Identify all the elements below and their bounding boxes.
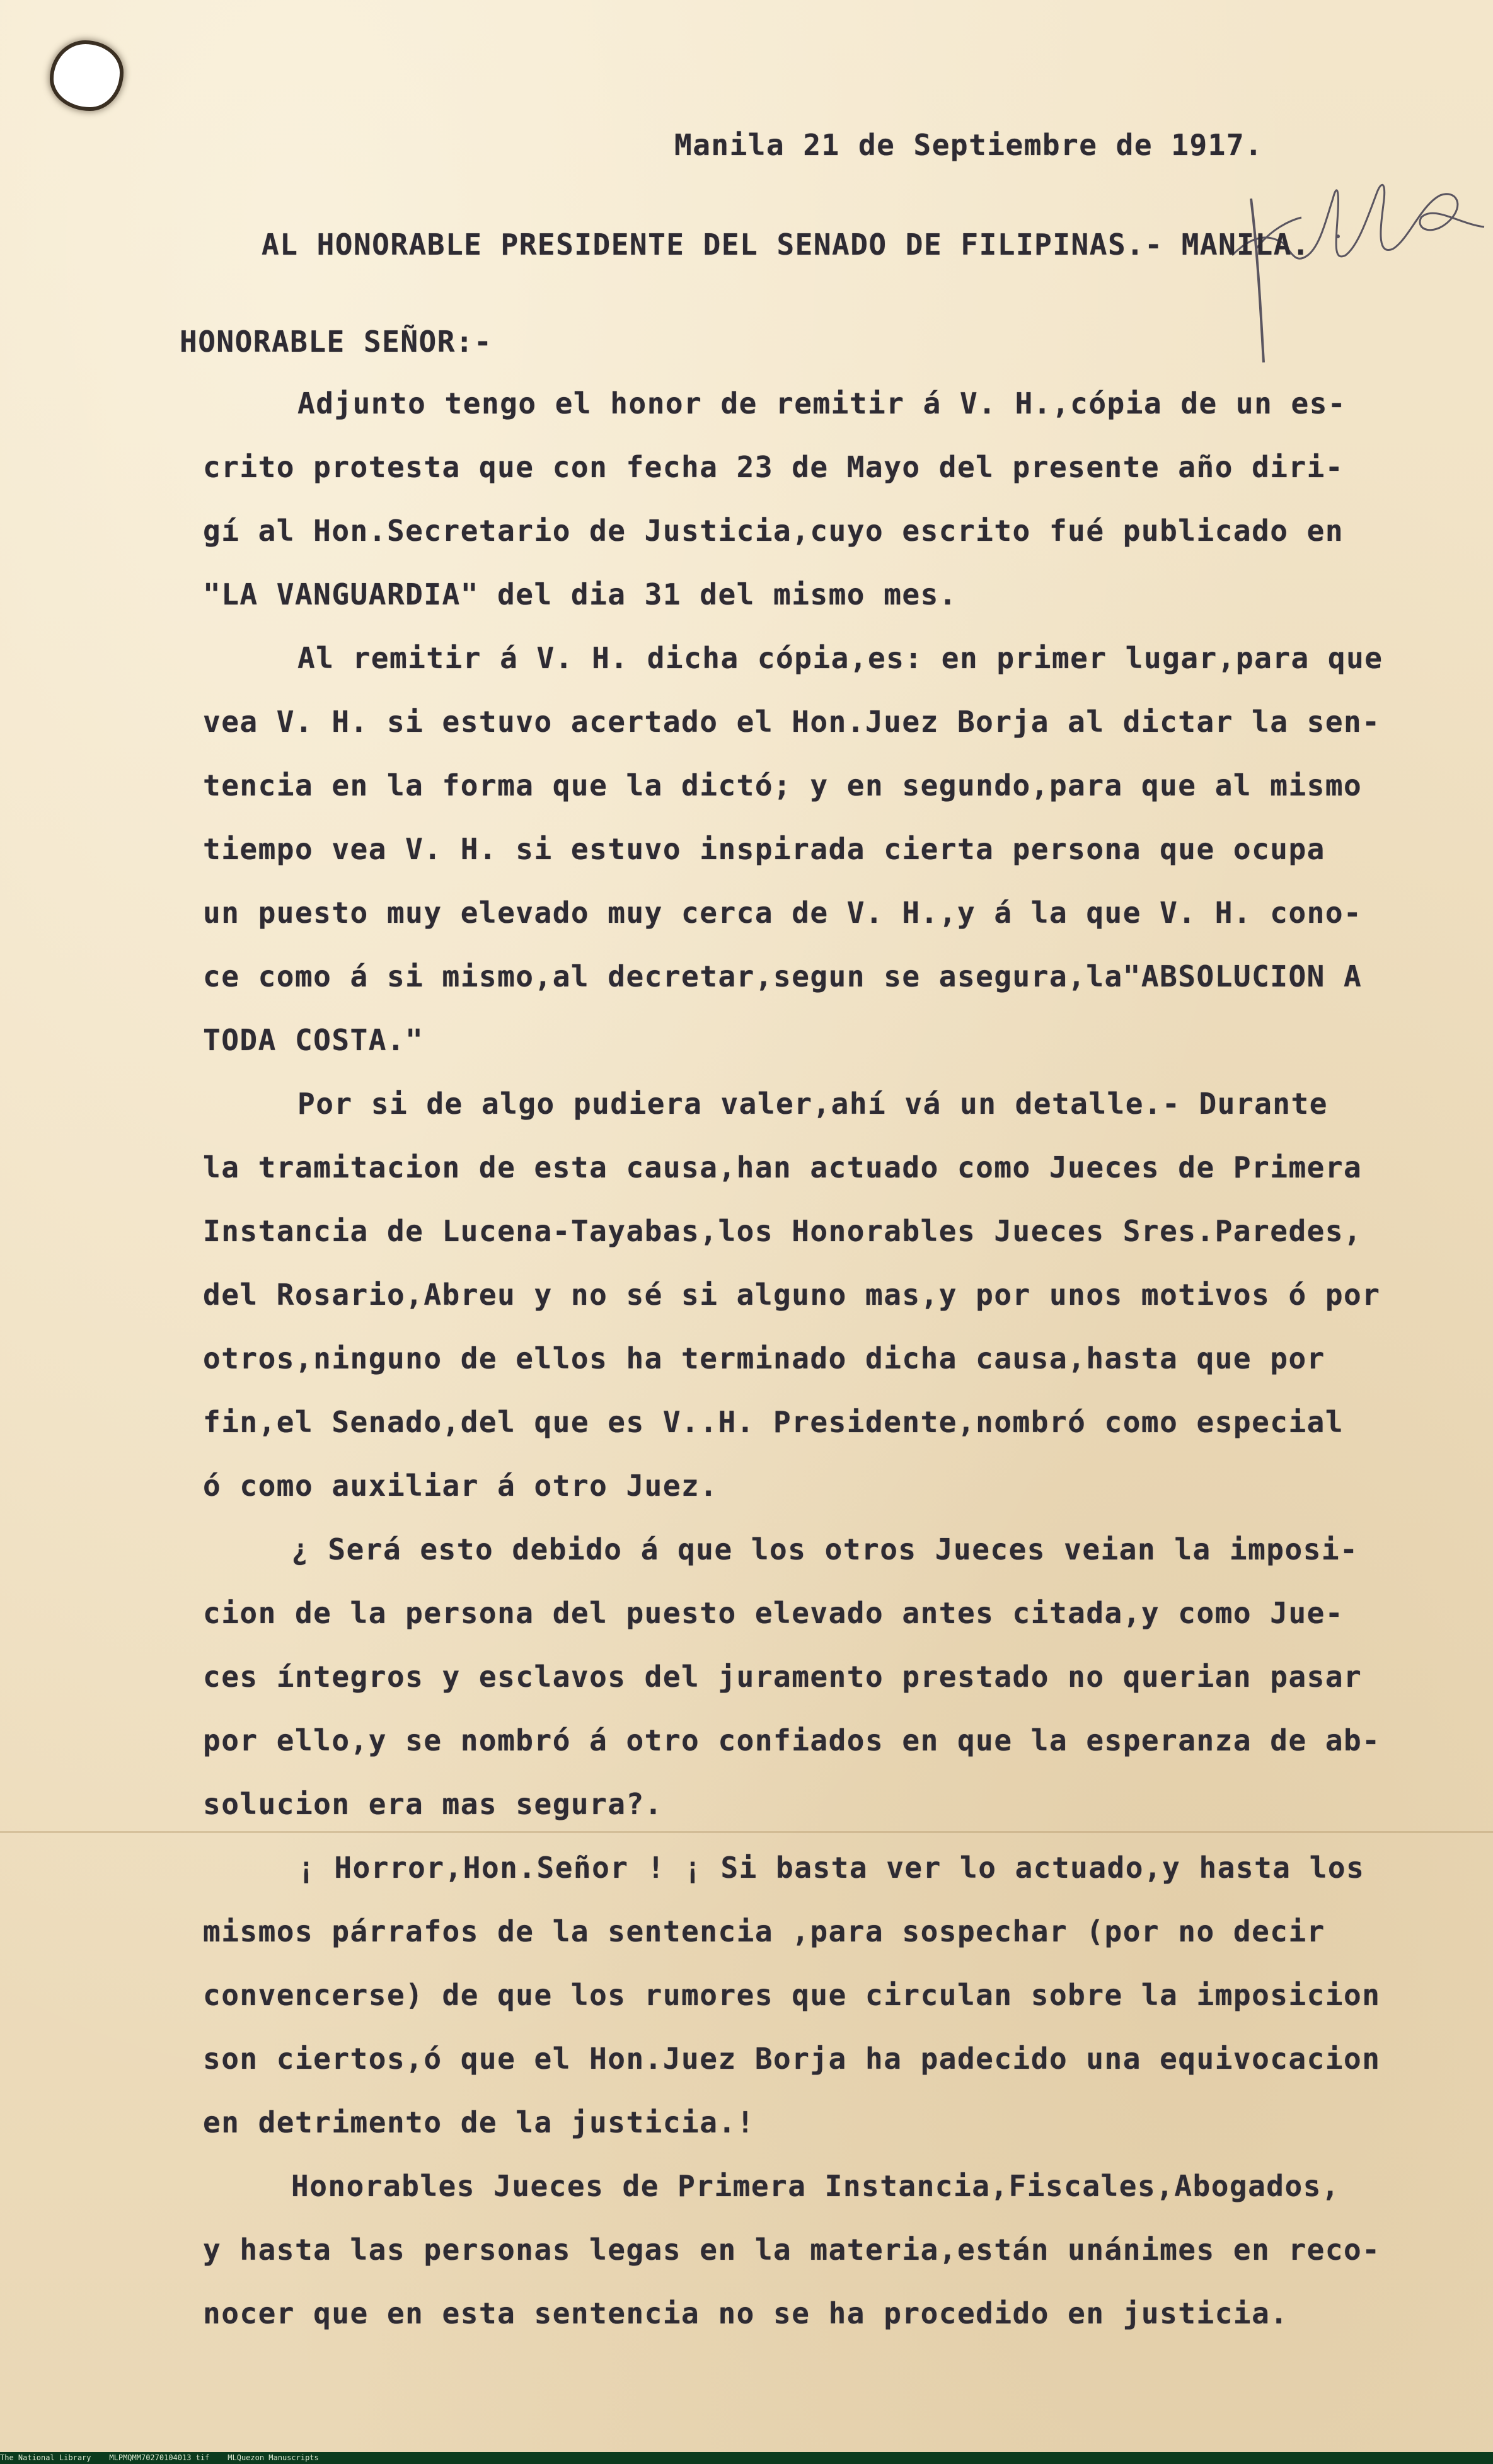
paper-fold	[0, 1831, 1493, 1833]
body-line: ¿ Será esto debido á que los otros Jueces veian la imposi-	[291, 1532, 1359, 1566]
body-line: la tramitacion de esta causa,han actuado como Jueces de Primera	[203, 1150, 1363, 1184]
body-line: cion de la persona del puesto elevado antes citada,y como Jue-	[203, 1596, 1344, 1630]
date-line: Manila 21 de Septiembre de 1917.	[674, 128, 1264, 162]
body-line: ¡ Horror,Hon.Señor ! ¡ Si basta ver lo actuado,y hasta los	[297, 1851, 1365, 1885]
body-line: Al remitir á V. H. dicha cópia,es: en primer lugar,para que	[297, 641, 1383, 675]
body-line: ce como á si mismo,al decretar,segun se asegura,la"ABSOLUCION A	[203, 959, 1363, 993]
body-line: TODA COSTA."	[203, 1023, 424, 1057]
body-line: Por si de algo pudiera valer,ahí vá un detalle.- Durante	[297, 1087, 1328, 1121]
footer-collection: MLQuezon Manuscripts	[228, 2453, 319, 2462]
salutation: HONORABLE SEÑOR:-	[180, 325, 493, 359]
footer-library: The National Library	[0, 2453, 91, 2462]
body-line: ó como auxiliar á otro Juez.	[203, 1469, 718, 1503]
body-line: convencerse) de que los rumores que circulan sobre la imposicion	[203, 1978, 1381, 2012]
body-line: fin,el Senado,del que es V..H. Presidente,nombró como especial	[203, 1405, 1344, 1439]
body-line: crito protesta que con fecha 23 de Mayo del presente año diri-	[203, 450, 1344, 484]
body-line: en detrimento de la justicia.!	[203, 2105, 755, 2139]
body-line: "LA VANGUARDIA" del dia 31 del mismo mes.	[203, 577, 957, 611]
archive-footer-bar	[0, 2452, 1493, 2464]
body-line: gí al Hon.Secretario de Justicia,cuyo escrito fué publicado en	[203, 514, 1344, 548]
body-line: mismos párrafos de la sentencia ,para sospechar (por no decir	[203, 1914, 1325, 1948]
addressee-line: AL HONORABLE PRESIDENTE DEL SENADO DE FILIPINAS.- MANILA.	[262, 228, 1311, 262]
body-line: y hasta las personas legas en la materia,están unánimes en reco-	[203, 2233, 1381, 2267]
body-line: solucion era mas segura?.	[203, 1787, 663, 1821]
body-line: tencia en la forma que la dictó; y en segundo,para que al mismo	[203, 768, 1363, 802]
body-line: ces íntegros y esclavos del juramento prestado no querian pasar	[203, 1660, 1363, 1694]
handwritten-file-mark	[1232, 161, 1490, 394]
paper-hole	[54, 44, 120, 107]
body-line: del Rosario,Abreu y no sé si alguno mas,y por unos motivos ó por	[203, 1278, 1381, 1312]
body-line: vea V. H. si estuvo acertado el Hon.Juez Borja al dictar la sen-	[203, 705, 1381, 739]
body-line: otros,ninguno de ellos ha terminado dicha causa,hasta que por	[203, 1341, 1325, 1375]
body-line: son ciertos,ó que el Hon.Juez Borja ha padecido una equivocacion	[203, 2042, 1381, 2076]
body-line: nocer que en esta sentencia no se ha procedido en justicia.	[203, 2296, 1289, 2330]
body-line: Honorables Jueces de Primera Instancia,Fiscales,Abogados,	[291, 2169, 1340, 2203]
footer-code: MLPMQMM70270104013 tif	[109, 2453, 210, 2462]
body-line: Adjunto tengo el honor de remitir á V. H.,cópia de un es-	[297, 386, 1347, 420]
body-line: Instancia de Lucena-Tayabas,los Honorables Jueces Sres.Paredes,	[203, 1214, 1363, 1248]
body-line: tiempo vea V. H. si estuvo inspirada cierta persona que ocupa	[203, 832, 1325, 866]
body-line: un puesto muy elevado muy cerca de V. H.,y á la que V. H. cono-	[203, 896, 1363, 930]
body-line: por ello,y se nombró á otro confiados en que la esperanza de ab-	[203, 1723, 1381, 1757]
